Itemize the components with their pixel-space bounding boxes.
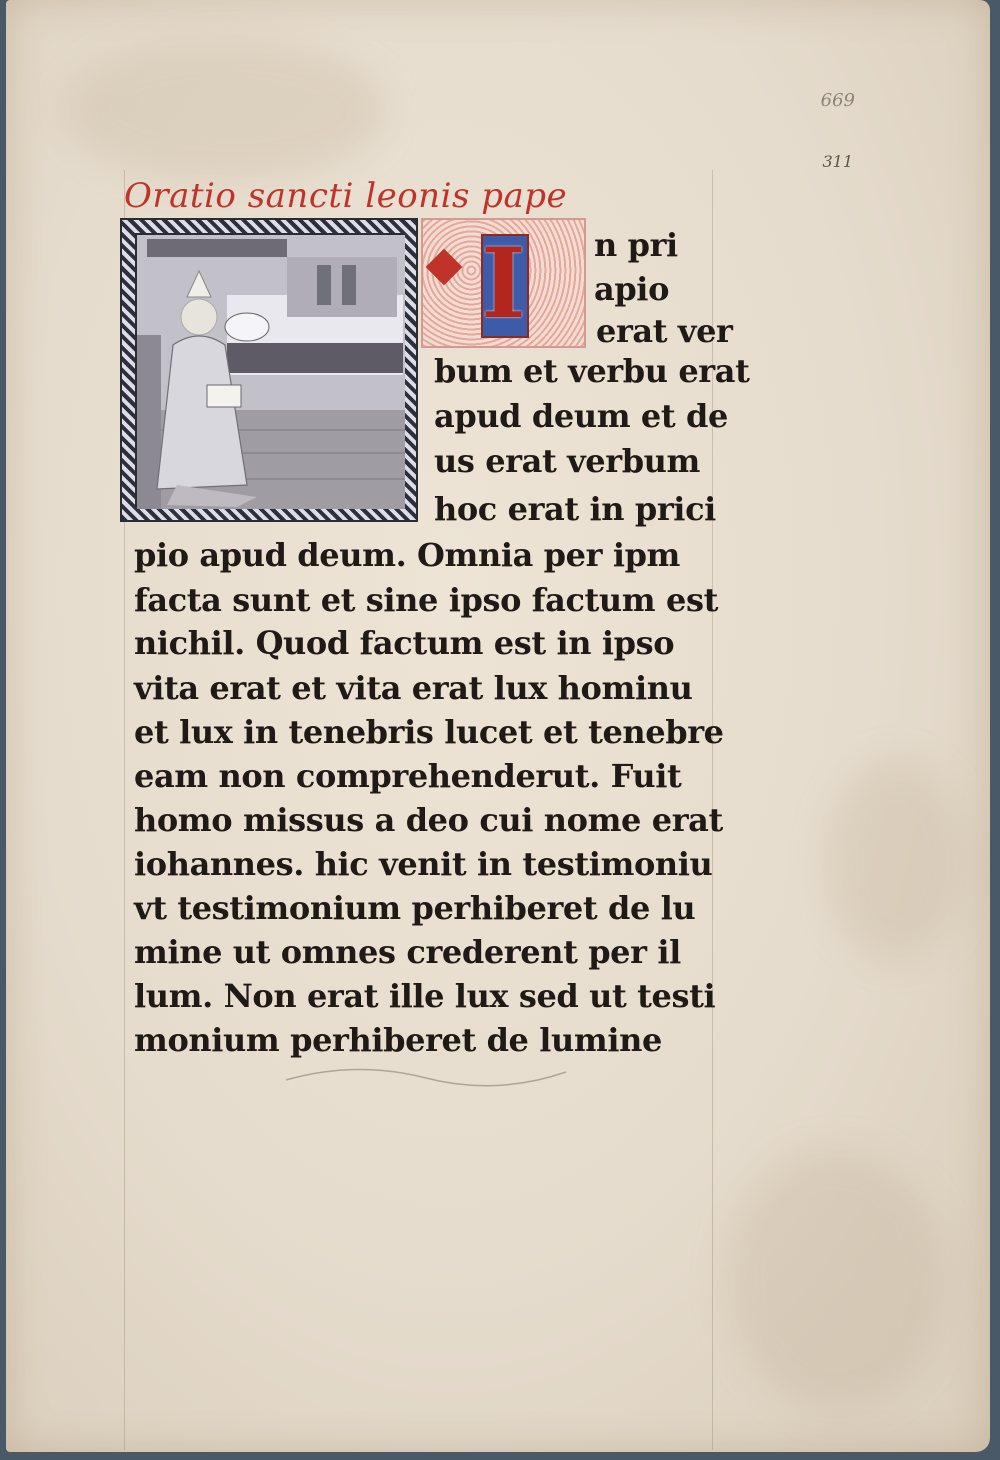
text-line-11: vita erat et vita erat lux hominu [134,669,693,707]
initial-letter: I [481,226,526,340]
text-line-7: hoc erat in prici [434,490,716,528]
miniature-painting [135,233,403,507]
text-line-4: bum et verbu erat [434,352,750,390]
text-line-12: et lux in tenebris lucet et tenebre [134,713,724,751]
text-line-5: apud deum et de [434,397,728,435]
text-line-18: lum. Non erat ille lux sed ut testi [134,977,716,1015]
text-line-15: iohannes. hic venit in testimoniu [134,845,713,883]
text-line-9: facta sunt et sine ipso factum est [134,581,718,619]
text-line-16: vt testimonium perhiberet de lu [134,889,696,927]
manuscript-leaf [6,0,990,1452]
text-line-6: us erat verbum [434,442,701,480]
folio-number: 311 [822,152,853,171]
rubric-heading: Oratio sancti leonis pape [124,176,568,216]
miniature-border [120,218,418,522]
saint-leo-miniature-icon [137,235,405,509]
text-line-17: mine ut omnes crederent per il [134,933,681,971]
text-line-10: nichil. Quod factum est in ipso [134,624,675,662]
old-folio-number: 669 [820,90,855,111]
text-line-8: pio apud deum. Omnia per ipm [134,536,681,574]
flourish-icon [276,1050,576,1100]
parchment-stain [826,760,966,960]
text-line-2: apio [594,270,670,308]
text-line-14: homo missus a deo cui nome erat [134,801,723,839]
text-line-19: monium perhiberet de lumine [134,1021,662,1059]
text-line-1: n pri [594,226,678,264]
text-line-3: erat ver [596,312,733,350]
text-line-13: eam non comprehenderut. Fuit [134,757,682,795]
decorated-initial [421,218,586,348]
parchment-stain [726,1150,946,1410]
parchment-stain [66,40,386,180]
